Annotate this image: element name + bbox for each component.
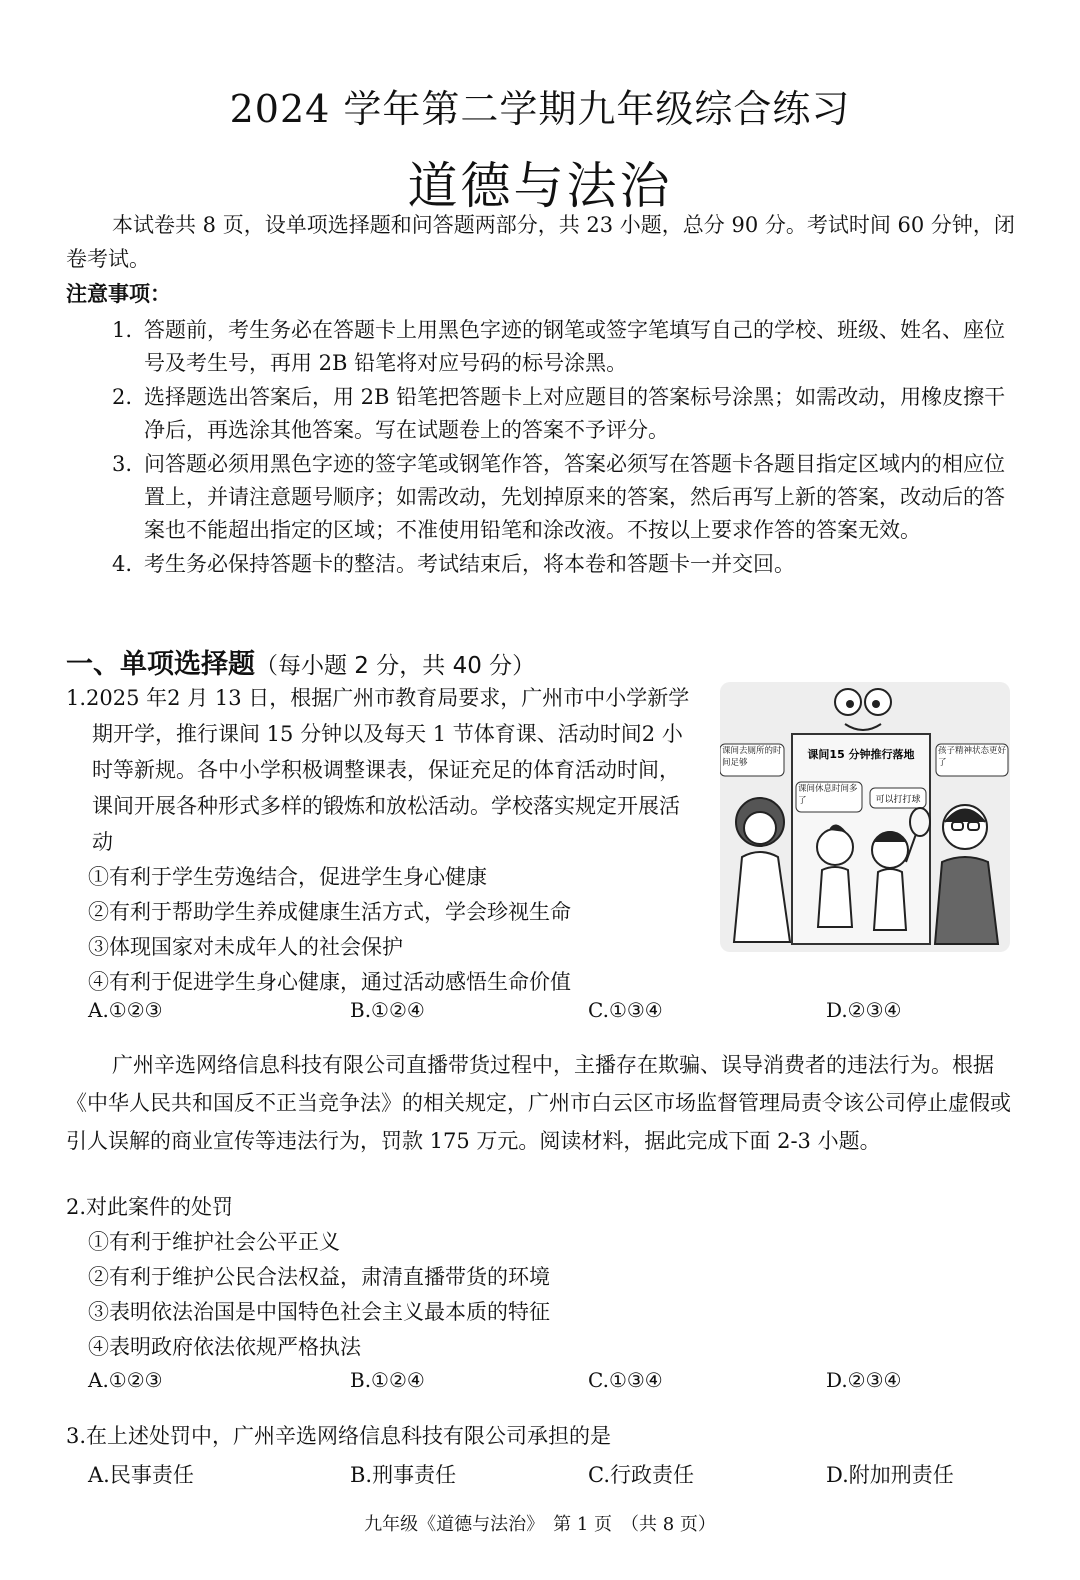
question-3-stem: 3.在上述处罚中，广州辛选网络信息科技有限公司承担的是 <box>66 1424 612 1448</box>
exam-title: 2024 学年第二学期九年级综合练习 <box>229 87 851 131</box>
page-footer: 九年级《道德与法治》 第 1 页 （共 8 页） <box>364 1514 716 1535</box>
notice-item <box>112 381 1012 447</box>
question-1-statements <box>66 860 696 1000</box>
board-caption: 课间15 分钟推行落地 <box>807 748 915 761</box>
notice-item-text: 问答题必须用黑色字迹的签字笔或钢笔作答，答案必须写在答题卡各题目指定区域内的相应位置上，并请注意题号顺序；如需改动，先划掉原来的答案，然后再写上新的答案，改动后的答案也不能超出指定的区域；不准使用铅笔和涂改液。不按以上要求作答的答案无效。 <box>144 452 1005 542</box>
choice-a[interactable]: A.①②③ <box>88 1368 163 1392</box>
section-score-note: （每小题 2 分，共 40 分） <box>255 653 536 679</box>
notice-item <box>112 314 1012 380</box>
statement: ②有利于帮助学生养成健康生活方式，学会珍视生命 <box>88 900 571 924</box>
bubble-mid-text: 课间休息时间多了 <box>798 784 858 806</box>
choice-b[interactable]: B.①②④ <box>350 1368 425 1392</box>
choice-c[interactable]: C.行政责任 <box>588 1463 694 1487</box>
choice-c[interactable]: C.①③④ <box>588 998 663 1022</box>
question-2 <box>66 1190 1016 1365</box>
board-shape <box>792 734 930 944</box>
notice-item-number: 1. <box>112 318 133 342</box>
notice-heading: 注意事项： <box>66 282 171 306</box>
choice-d[interactable]: D.②③④ <box>826 1368 902 1392</box>
statement: ①有利于维护社会公平正义 <box>88 1230 340 1254</box>
statement: ②有利于维护公民合法权益，肃清直播带货的环境 <box>88 1265 550 1289</box>
notice-item-number: 2. <box>112 385 133 409</box>
choice-a[interactable]: A.民事责任 <box>88 1463 194 1487</box>
case-material: 广州辛选网络信息科技有限公司直播带货过程中，主播存在欺骗、误导消费者的违法行为。根据《中华人民共和国反不正当竞争法》的相关规定，广州市白云区市场监督管理局责令该公司停止虚假或引人误解的商业宣传等违法行为，罚款 175 万元。阅读材料，据此完成下面 2-3 小题。 <box>66 1053 1011 1153</box>
choice-b[interactable]: B.刑事责任 <box>350 1463 457 1487</box>
notice-item-number: 3. <box>112 452 133 476</box>
notice-item <box>112 548 1012 581</box>
choice-c[interactable]: C.①③④ <box>588 1368 663 1392</box>
question-1-stem: 1.2025 年2 月 13 日，根据广州市教育局要求，广州市中小学新学期开学，推行课间 15 分钟以及每天 1 节体育课、活动时间2 小时等新规。各中小学积极调整课表，保证充足的体育活动时间，课间开展各种形式多样的锻炼和放松活动。学校落实规定开展活动 <box>66 686 690 854</box>
section-title: 一、单项选择题 <box>66 649 255 680</box>
notice-item-text: 答题前，考生务必在答题卡上用黑色字迹的钢笔或签字笔填写自己的学校、班级、姓名、座位号及考生号，再用 2B 铅笔将对应号码的标号涂黑。 <box>144 318 1005 375</box>
bubble-right-text: 孩子精神状态更好了 <box>938 746 1006 768</box>
child-figure <box>817 825 853 927</box>
bubble-left-text: 课间去厕所的时间足够 <box>722 746 782 768</box>
choice-d[interactable]: D.附加刑责任 <box>826 1463 954 1487</box>
notice-item-text: 选择题选出答案后，用 2B 铅笔把答题卡上对应题目的答案标号涂黑；如需改动，用橡皮擦干净后，再选涂其他答案。写在试题卷上的答案不予评分。 <box>144 385 1006 442</box>
choice-a[interactable]: A.①②③ <box>88 998 163 1022</box>
choice-b[interactable]: B.①②④ <box>350 998 425 1022</box>
bubble-ball-text: 可以打打球 <box>875 795 921 805</box>
statement: ④有利于促进学生身心健康，通过活动感悟生命价值 <box>88 970 571 994</box>
notice-item-number: 4. <box>112 552 133 576</box>
notice-item <box>112 448 1012 547</box>
question-1 <box>66 680 696 1000</box>
choice-d[interactable]: D.②③④ <box>826 998 902 1022</box>
question-2-statements <box>66 1225 1016 1365</box>
notice-item-text: 考生务必保持答题卡的整洁。考试结束后，将本卷和答题卡一并交回。 <box>144 552 795 576</box>
statement: ④表明政府依法依规严格执法 <box>88 1335 361 1359</box>
question-2-stem: 2.对此案件的处罚 <box>66 1195 234 1219</box>
section-heading <box>66 642 535 681</box>
statement: ③体现国家对未成年人的社会保护 <box>88 935 403 959</box>
statement: ③表明依法治国是中国特色社会主义最本质的特征 <box>88 1300 550 1324</box>
subject-title: 道德与法治 <box>407 157 673 215</box>
cartoon-illustration <box>720 682 1010 952</box>
statement: ①有利于学生劳逸结合，促进学生身心健康 <box>88 865 487 889</box>
notice-list <box>112 314 1012 582</box>
exam-intro: 本试卷共 8 页，设单项选择题和问答题两部分，共 23 小题，总分 90 分。考试时间 60 分钟，闭卷考试。 <box>66 213 1015 271</box>
